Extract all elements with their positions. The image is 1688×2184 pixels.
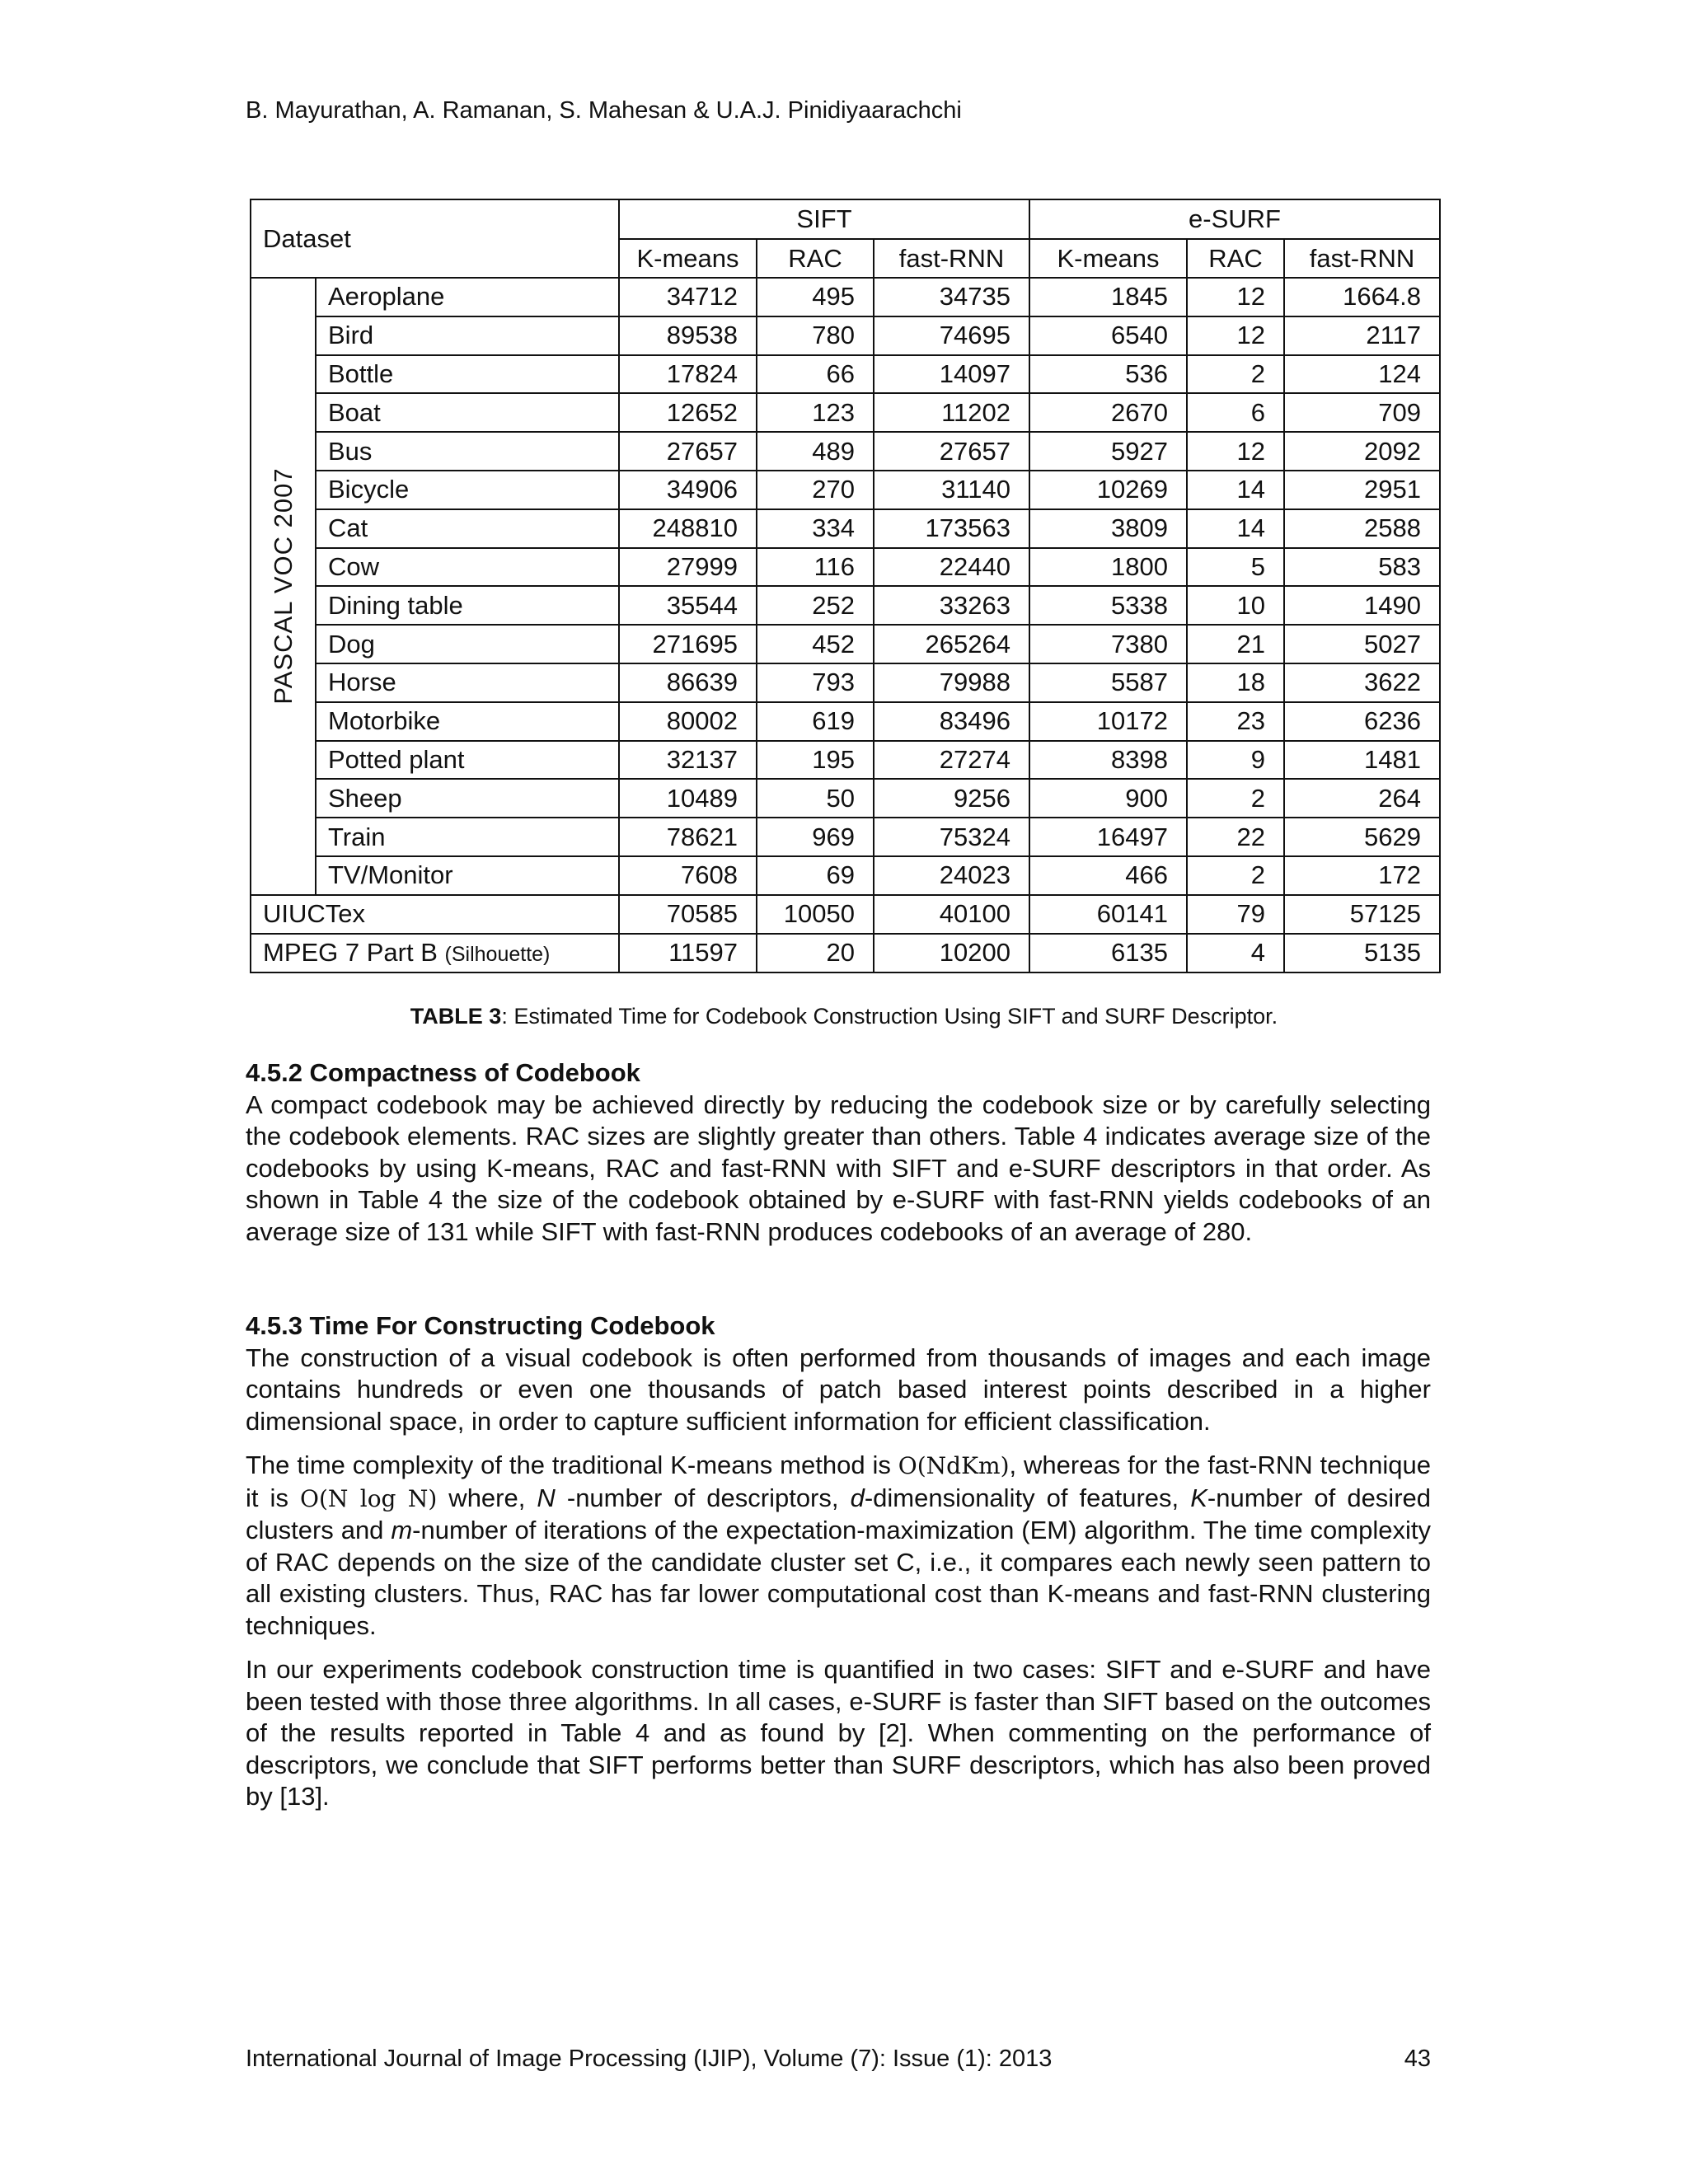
- table-cell: 12652: [619, 393, 757, 432]
- table-cell: 536: [1029, 355, 1187, 394]
- table-cell: 79988: [874, 663, 1029, 702]
- table-cell: 793: [757, 663, 874, 702]
- row-label: TV/Monitor: [316, 856, 619, 895]
- table-cell: 31140: [874, 471, 1029, 509]
- table-cell: 780: [757, 316, 874, 355]
- table-cell: 2588: [1284, 509, 1440, 548]
- table-row: [251, 934, 1440, 972]
- table-cell: 7608: [619, 856, 757, 895]
- caption-text: : Estimated Time for Codebook Construction Using SIFT and SURF Descriptor.: [501, 1004, 1278, 1029]
- table-row: [251, 741, 1440, 780]
- table-cell: 495: [757, 278, 874, 316]
- table-row: [251, 471, 1440, 509]
- table-cell: 79: [1187, 895, 1284, 934]
- table-cell: 70585: [619, 895, 757, 934]
- table-row: [251, 432, 1440, 471]
- table-cell: 27657: [874, 432, 1029, 471]
- sift-group-header: SIFT: [619, 199, 1029, 239]
- table-cell: 2092: [1284, 432, 1440, 471]
- column-header: K-means: [1029, 239, 1187, 278]
- table-cell: 264: [1284, 779, 1440, 818]
- table-cell: 9: [1187, 741, 1284, 780]
- table-cell: 74695: [874, 316, 1029, 355]
- table-cell: 466: [1029, 856, 1187, 895]
- running-head-authors: B. Mayurathan, A. Ramanan, S. Mahesan & U.A.J. Pinidiyaarachchi: [246, 97, 962, 124]
- table-row: [251, 895, 1440, 934]
- table-cell: 5027: [1284, 625, 1440, 663]
- table-cell: 69: [757, 856, 874, 895]
- table-cell: 6236: [1284, 702, 1440, 741]
- table-cell: 24023: [874, 856, 1029, 895]
- row-label: Cat: [316, 509, 619, 548]
- table-cell: 80002: [619, 702, 757, 741]
- table-cell: 2: [1187, 355, 1284, 394]
- column-header: fast-RNN: [1284, 239, 1440, 278]
- table-cell: 14097: [874, 355, 1029, 394]
- table-cell: 4: [1187, 934, 1284, 972]
- table-cell: 34712: [619, 278, 757, 316]
- table-cell: 3809: [1029, 509, 1187, 548]
- table-cell: 1664.8: [1284, 278, 1440, 316]
- table-cell: 9256: [874, 779, 1029, 818]
- table-cell: 22440: [874, 548, 1029, 587]
- table-cell: 709: [1284, 393, 1440, 432]
- table-row: [251, 278, 1440, 316]
- column-header: K-means: [619, 239, 757, 278]
- table-cell: 10200: [874, 934, 1029, 972]
- table-cell: 34906: [619, 471, 757, 509]
- section-4-5-2: [246, 1057, 1431, 1248]
- row-label: Boat: [316, 393, 619, 432]
- table-cell: 270: [757, 471, 874, 509]
- table-cell: 123: [757, 393, 874, 432]
- paragraph: A compact codebook may be achieved directly by reducing the codebook size or by carefully selecting the codebook elements. RAC sizes are slightly greater than others. Table 4 indicates average size of the codebooks by using K-means, RAC and fast-RNN with SIFT and e-SURF descriptors in that order. As shown in Table 4 the size of the codebook obtained by e-SURF with fast-RNN yields codebooks of an average size of 131 while SIFT with fast-RNN produces codebooks of an average of 280.: [246, 1090, 1431, 1246]
- table-cell: 83496: [874, 702, 1029, 741]
- table-cell: 1481: [1284, 741, 1440, 780]
- table-cell: 10269: [1029, 471, 1187, 509]
- table-cell: 5927: [1029, 432, 1187, 471]
- table-cell: 23: [1187, 702, 1284, 741]
- table-cell: 27274: [874, 741, 1029, 780]
- table-cell: 14: [1187, 509, 1284, 548]
- caption-label: TABLE 3: [410, 1004, 502, 1029]
- math-kmeans-complexity: O(NdKm): [898, 1452, 1010, 1479]
- table-cell: 1800: [1029, 548, 1187, 587]
- table-cell: 2951: [1284, 471, 1440, 509]
- table-cell: 78621: [619, 818, 757, 856]
- table-row: [251, 586, 1440, 625]
- table-cell: 10172: [1029, 702, 1187, 741]
- table-row: [251, 702, 1440, 741]
- row-label: UIUCTex: [251, 895, 619, 934]
- table-cell: 900: [1029, 779, 1187, 818]
- dataset-header: Dataset: [251, 199, 619, 278]
- table-cell: 969: [757, 818, 874, 856]
- table-cell: 583: [1284, 548, 1440, 587]
- journal-info: International Journal of Image Processing (IJIP), Volume (7): Issue (1): 2013: [246, 2046, 1053, 2072]
- table-cell: 35544: [619, 586, 757, 625]
- math-fastrnn-complexity: O(N log N): [300, 1484, 438, 1512]
- table-cell: 6: [1187, 393, 1284, 432]
- table-cell: 27657: [619, 432, 757, 471]
- table-cell: 124: [1284, 355, 1440, 394]
- table-cell: 619: [757, 702, 874, 741]
- row-label: Sheep: [316, 779, 619, 818]
- table-row: [251, 509, 1440, 548]
- table-cell: 8398: [1029, 741, 1187, 780]
- row-label: Dining table: [316, 586, 619, 625]
- table-cell: 7380: [1029, 625, 1187, 663]
- table-row: [251, 316, 1440, 355]
- table-cell: 5629: [1284, 818, 1440, 856]
- table-cell: 60141: [1029, 895, 1187, 934]
- page-footer: [246, 2046, 1431, 2073]
- table-cell: 33263: [874, 586, 1029, 625]
- table-row: [251, 856, 1440, 895]
- table-cell: 271695: [619, 625, 757, 663]
- row-label: Bottle: [316, 355, 619, 394]
- row-label: Horse: [316, 663, 619, 702]
- table-caption: [0, 1004, 1688, 1029]
- section-heading: 4.5.3 Time For Constructing Codebook: [246, 1311, 715, 1340]
- table-cell: 173563: [874, 509, 1029, 548]
- table-cell: 27999: [619, 548, 757, 587]
- page-number: 43: [1404, 2046, 1431, 2072]
- table-cell: 12: [1187, 432, 1284, 471]
- paragraph: In our experiments codebook construction time is quantified in two cases: SIFT and e-SURF and have been tested with those three algorithms. In all cases, e-SURF is faster than SIFT based on the outcomes of the results reported in Table 4 and as found by [2]. When commenting on the performance of descriptors, we conclude that SIFT performs better than SURF descriptors, which has also been proved by [13].: [246, 1655, 1431, 1811]
- column-header: fast-RNN: [874, 239, 1029, 278]
- table-cell: 86639: [619, 663, 757, 702]
- table-cell: 252: [757, 586, 874, 625]
- table-cell: 32137: [619, 741, 757, 780]
- table-cell: 3622: [1284, 663, 1440, 702]
- table-cell: 452: [757, 625, 874, 663]
- table-cell: 195: [757, 741, 874, 780]
- table-row: [251, 355, 1440, 394]
- row-label: Aeroplane: [316, 278, 619, 316]
- table-cell: 265264: [874, 625, 1029, 663]
- table-row: [251, 818, 1440, 856]
- esurf-group-header: e-SURF: [1029, 199, 1440, 239]
- table-cell: 10050: [757, 895, 874, 934]
- table-cell: 5338: [1029, 586, 1187, 625]
- table-cell: 172: [1284, 856, 1440, 895]
- table-cell: 489: [757, 432, 874, 471]
- table-cell: 34735: [874, 278, 1029, 316]
- table-cell: 11202: [874, 393, 1029, 432]
- table-cell: 5135: [1284, 934, 1440, 972]
- column-header: RAC: [1187, 239, 1284, 278]
- table-cell: 248810: [619, 509, 757, 548]
- table-row: [251, 663, 1440, 702]
- table-cell: 6540: [1029, 316, 1187, 355]
- table-row: [251, 779, 1440, 818]
- codebook-time-table: [250, 199, 1441, 973]
- table-row: [251, 393, 1440, 432]
- row-label: Dog: [316, 625, 619, 663]
- table-cell: 22: [1187, 818, 1284, 856]
- table-cell: 2670: [1029, 393, 1187, 432]
- paragraph: The construction of a visual codebook is often performed from thousands of images and each image contains hundreds or even one thousands of patch based interest points described in a higher dimensional space, in order to capture sufficient information for efficient classification.: [246, 1343, 1431, 1436]
- table-cell: 50: [757, 779, 874, 818]
- table-cell: 334: [757, 509, 874, 548]
- table-cell: 1490: [1284, 586, 1440, 625]
- table-cell: 6135: [1029, 934, 1187, 972]
- table-cell: 116: [757, 548, 874, 587]
- table-cell: 12: [1187, 278, 1284, 316]
- row-label: Motorbike: [316, 702, 619, 741]
- table-cell: 2: [1187, 856, 1284, 895]
- table-cell: 5: [1187, 548, 1284, 587]
- table-cell: 5587: [1029, 663, 1187, 702]
- table-cell: 1845: [1029, 278, 1187, 316]
- table-cell: 14: [1187, 471, 1284, 509]
- column-header: RAC: [757, 239, 874, 278]
- row-label: Potted plant: [316, 741, 619, 780]
- table-cell: 2: [1187, 779, 1284, 818]
- table-cell: 10489: [619, 779, 757, 818]
- table-cell: 20: [757, 934, 874, 972]
- table-cell: 16497: [1029, 818, 1187, 856]
- row-label: Train: [316, 818, 619, 856]
- row-label: Cow: [316, 548, 619, 587]
- table-row: [251, 548, 1440, 587]
- table-cell: 66: [757, 355, 874, 394]
- table-cell: 75324: [874, 818, 1029, 856]
- table-cell: 10: [1187, 586, 1284, 625]
- paragraph-complexity: The time complexity of the traditional K-means method is O(NdKm), whereas for the fast-RNN technique it is O(N log N) where, N -number of descriptors, d-dimensionality of features, K-number of desired clusters and m-number of iterations of the expectation-maximization (EM) algorithm. The time complexity of RAC depends on the size of the candidate cluster set C, i.e., it compares each newly seen pattern to all existing clusters. Thus, RAC has far lower computational cost than K-means and fast-RNN clustering techniques.: [246, 1451, 1431, 1640]
- row-label: Bicycle: [316, 471, 619, 509]
- table-cell: 17824: [619, 355, 757, 394]
- table-cell: 2117: [1284, 316, 1440, 355]
- table-cell: 12: [1187, 316, 1284, 355]
- table-cell: 40100: [874, 895, 1029, 934]
- pascal-voc-group-label: PASCAL VOC 2007: [251, 278, 316, 895]
- table-cell: 18: [1187, 663, 1284, 702]
- table-cell: 11597: [619, 934, 757, 972]
- section-4-5-3: [246, 1310, 1431, 1813]
- table-row: [251, 625, 1440, 663]
- row-label: Bird: [316, 316, 619, 355]
- row-label: MPEG 7 Part B (Silhouette): [251, 934, 619, 972]
- table-cell: 21: [1187, 625, 1284, 663]
- table-cell: 57125: [1284, 895, 1440, 934]
- table-cell: 89538: [619, 316, 757, 355]
- row-label: Bus: [316, 432, 619, 471]
- section-heading: 4.5.2 Compactness of Codebook: [246, 1058, 640, 1087]
